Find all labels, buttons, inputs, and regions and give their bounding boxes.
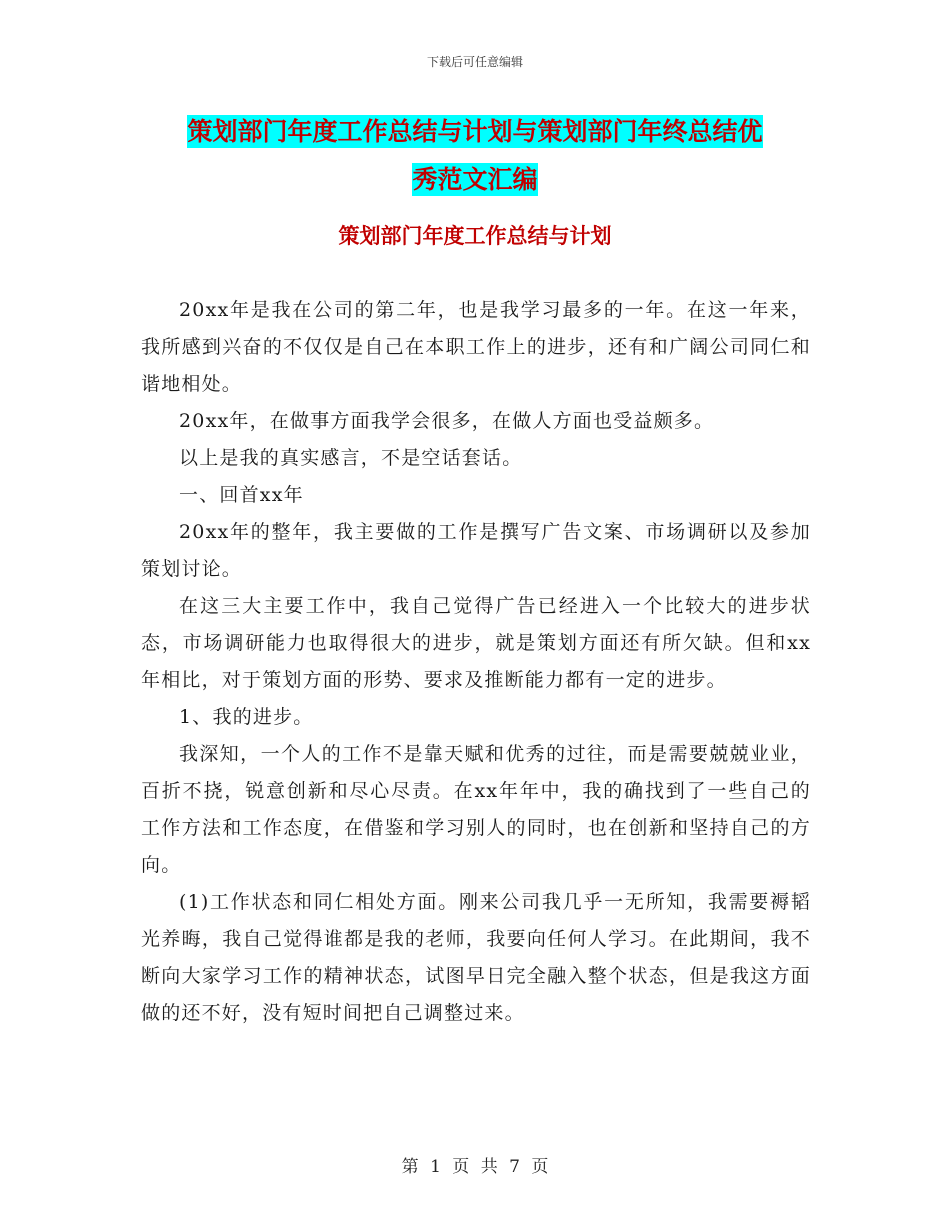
document-title [140, 108, 810, 204]
paragraph-heading: 一、回首xx年 [179, 484, 304, 506]
paragraph: 以上是我的真实感言，不是空话套话。 [179, 447, 523, 469]
paragraph: 20xx年，在做事方面我学会很多，在做人方面也受益颇多。 [179, 410, 715, 432]
page-number-footer: 第 1 页 共 7 页 [401, 1157, 549, 1177]
paragraph: 我深知，一个人的工作不是靠天赋和优秀的过往，而是需要兢兢业业，百折不挠，锐意创新和尽心尽责。在xx年年中，我的确找到了一些自己的工作方法和工作态度，在借鉴和学习别人的同时，也在创新和坚持自己的方向。 [141, 743, 811, 876]
paragraph: 20xx年的整年，我主要做的工作是撰写广告文案、市场调研以及参加策划讨论。 [141, 521, 811, 580]
document-body [141, 292, 811, 1032]
title-line-1: 策划部门年度工作总结与计划与策划部门年终总结优 [187, 117, 763, 146]
paragraph-heading: 1、我的进步。 [179, 706, 314, 728]
paragraph: (1)工作状态和同仁相处方面。刚来公司我几乎一无所知，我需要褥韬光养晦，我自己觉得谁都是我的老师，我要向任何人学习。在此期间，我不断向大家学习工作的精神状态，试图早日完全融入整个状态，但是我这方面做的还不好，没有短时间把自己调整过来。 [141, 891, 811, 1024]
paragraph: 在这三大主要工作中，我自己觉得广告已经进入一个比较大的进步状态，市场调研能力也取得很大的进步，就是策划方面还有所欠缺。但和xx年相比，对于策划方面的形势、要求及推断能力都有一定的进步。 [141, 595, 811, 691]
paragraph: 20xx年是我在公司的第二年，也是我学习最多的一年。在这一年来，我所感到兴奋的不仅仅是自己在本职工作上的进步，还有和广阔公司同仁和谐地相处。 [141, 299, 811, 395]
section-title: 策划部门年度工作总结与计划 [338, 224, 612, 248]
title-line-2: 秀范文汇编 [412, 165, 538, 194]
header-note: 下载后可任意编辑 [426, 55, 523, 69]
